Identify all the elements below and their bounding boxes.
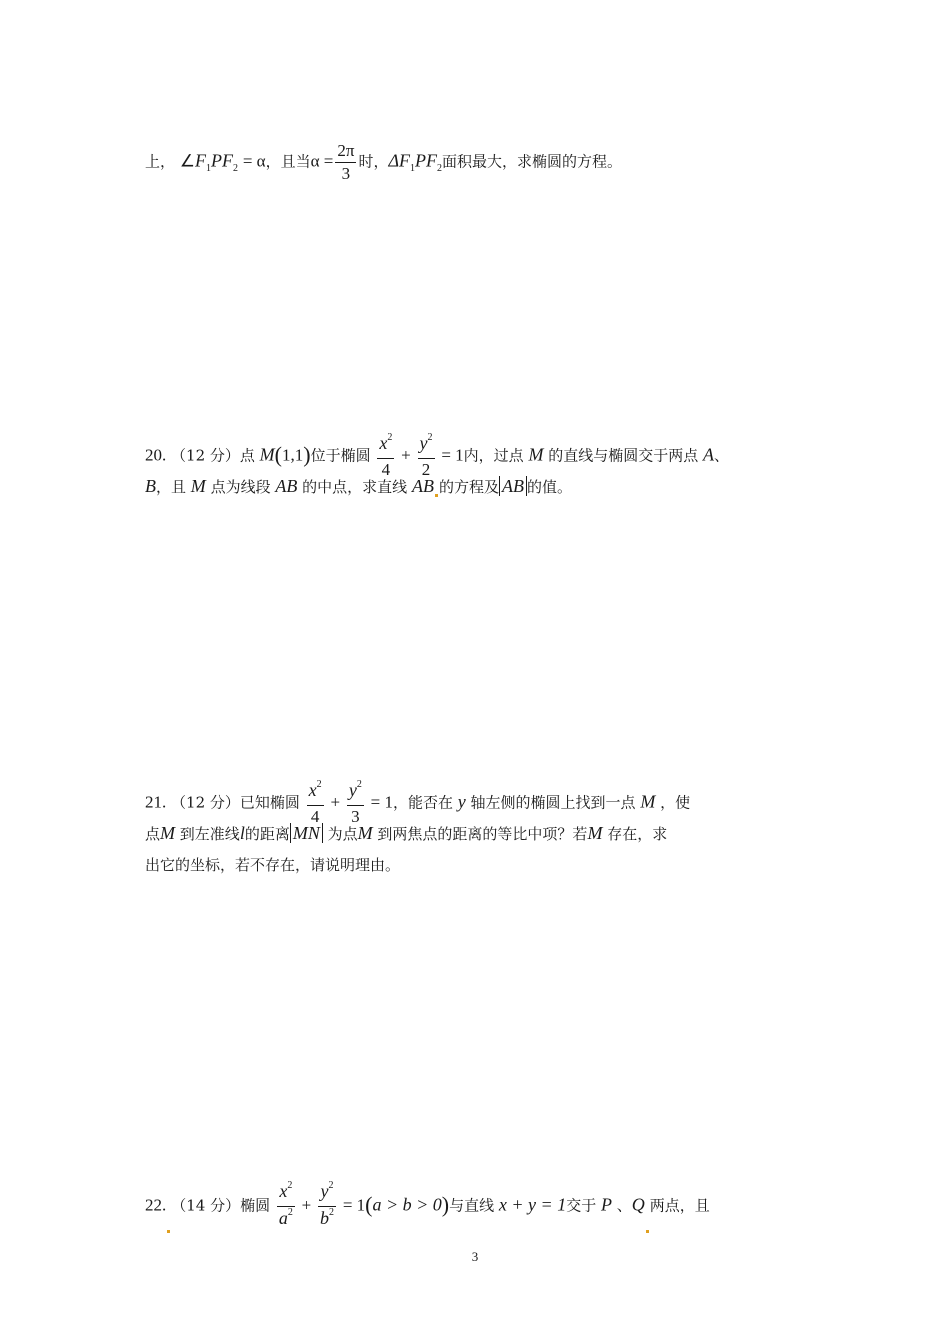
fraction-denominator: b xyxy=(320,1208,330,1228)
superscript: 2 xyxy=(427,432,433,443)
q21-text: 的距离 xyxy=(244,825,290,843)
math-M: M xyxy=(357,823,373,843)
q22-text: 交于 xyxy=(566,1196,597,1215)
q21-text: （12 分）已知椭圆 xyxy=(171,793,300,812)
fraction-denominator: 3 xyxy=(351,807,360,826)
q20-text: 的值。 xyxy=(526,478,572,496)
fraction-denominator: 3 xyxy=(341,164,351,183)
q21-text: 到两焦点的距离的等比中项？若 xyxy=(377,825,588,843)
q21-text: 点 xyxy=(145,825,161,843)
math-eq-alpha: = α xyxy=(242,151,266,171)
math-eq-1: = 1 xyxy=(441,445,464,465)
q20-text: 内，过点 xyxy=(463,446,524,465)
math-y: y xyxy=(457,791,466,812)
fraction-numerator: y xyxy=(348,780,357,800)
math-F: F xyxy=(195,150,207,171)
math-abs-MN: MN xyxy=(290,823,323,843)
edit-mark xyxy=(167,1230,170,1233)
subscript: 1 xyxy=(206,162,212,174)
q21-text: 存在，求 xyxy=(607,825,668,843)
math-plus: + xyxy=(301,1195,312,1215)
fraction-denominator: 2 xyxy=(421,460,431,479)
fraction-numerator: 2π xyxy=(335,140,356,163)
math-plus: + xyxy=(330,792,341,812)
q20-text: 的方程及 xyxy=(438,478,499,496)
fraction-denominator: 4 xyxy=(381,460,391,479)
q21-text: ，使 xyxy=(660,793,691,812)
q19-tail-line xyxy=(145,140,622,185)
q21-line-2 xyxy=(145,823,667,844)
q22-text: 与直线 xyxy=(449,1196,495,1215)
q20-text: 的直线与椭圆交于两点 xyxy=(548,446,699,465)
subscript: 2 xyxy=(233,162,239,174)
math-M: M xyxy=(528,444,544,465)
math-P: P xyxy=(601,1194,612,1215)
fraction-numerator: y xyxy=(320,1181,329,1201)
paren-open: ( xyxy=(365,1191,373,1217)
fraction-x2-a2 xyxy=(277,1180,295,1233)
edit-mark xyxy=(435,494,438,497)
subscript: 2 xyxy=(437,162,443,174)
math-plus: + xyxy=(401,445,411,465)
q20-line-1 xyxy=(145,432,729,481)
q22-text: 两点，且 xyxy=(649,1196,710,1215)
q20-line-2 xyxy=(145,476,572,497)
math-line-equation: x + y = 1 xyxy=(498,1194,567,1215)
superscript: 2 xyxy=(328,1180,334,1191)
q20-text: 点为线段 xyxy=(210,478,271,496)
math-M: M xyxy=(190,476,206,496)
q21-text: 为点 xyxy=(327,825,358,843)
q22-line-1 xyxy=(145,1180,710,1233)
question-number: 22. xyxy=(145,1195,167,1215)
superscript: 2 xyxy=(316,779,322,790)
math-AB: AB xyxy=(411,476,434,496)
fraction-y2-2 xyxy=(418,432,435,481)
math-eq-1: = 1 xyxy=(342,1195,366,1215)
superscript: 2 xyxy=(356,779,362,790)
fraction-numerator: y xyxy=(419,433,428,453)
math-abs-AB: AB xyxy=(499,476,527,496)
math-Q: Q xyxy=(631,1194,645,1215)
math-condition: a > b > 0 xyxy=(372,1194,442,1215)
q21-text: 轴左侧的椭圆上找到一点 xyxy=(470,793,636,812)
q19-text: ，且当 xyxy=(265,152,311,171)
q21-text: 出它的坐标，若不存在，请说明理由。 xyxy=(145,856,401,874)
q19-text: 时， xyxy=(358,152,389,171)
superscript: 2 xyxy=(329,1207,335,1218)
fraction-y2-3 xyxy=(347,779,364,828)
superscript: 2 xyxy=(287,1207,293,1218)
q20-text: 的中点，求直线 xyxy=(302,478,408,496)
q21-text: 到左准线 xyxy=(179,825,240,843)
edit-mark xyxy=(646,1230,649,1233)
question-number: 21. xyxy=(145,792,167,812)
math-B: B xyxy=(145,476,156,496)
subscript: 1 xyxy=(410,162,416,174)
math-M: M xyxy=(587,823,603,843)
q19-text: 上， xyxy=(145,152,176,171)
fraction-y2-b2 xyxy=(318,1180,336,1233)
question-number: 20. xyxy=(145,445,167,465)
q21-text: ，能否在 xyxy=(392,793,453,812)
fraction-2pi-3 xyxy=(335,140,356,185)
paren-close: ) xyxy=(441,1191,450,1217)
fraction-denominator: a xyxy=(278,1208,288,1228)
superscript: 2 xyxy=(287,1180,293,1191)
paren-open: ( xyxy=(274,441,282,467)
math-point: 1,1 xyxy=(282,445,304,465)
q21-line-1 xyxy=(145,779,690,828)
math-M: M xyxy=(259,444,275,465)
superscript: 2 xyxy=(387,432,393,443)
fraction-numerator: x xyxy=(379,433,388,453)
angle-symbol: ∠ xyxy=(179,151,196,171)
math-alpha: α = xyxy=(310,151,334,171)
q20-text: （12 分）点 xyxy=(171,446,255,465)
fraction-numerator: x xyxy=(308,780,317,800)
q19-text: 面积最大，求椭圆的方程。 xyxy=(442,152,623,171)
math-l: l xyxy=(239,823,245,843)
math-PF: PF xyxy=(415,150,438,171)
paren-close: ) xyxy=(303,441,311,467)
q22-text: （14 分）椭圆 xyxy=(171,1196,271,1215)
q20-text: 位于椭圆 xyxy=(310,446,371,465)
fraction-denominator: 4 xyxy=(310,807,320,826)
math-M: M xyxy=(640,791,656,812)
math-AB: AB xyxy=(275,476,298,496)
fraction-numerator: x xyxy=(279,1181,288,1201)
q21-line-3 xyxy=(145,855,400,875)
math-delta-F: ΔF xyxy=(388,150,411,171)
page-number: 3 xyxy=(471,1249,479,1264)
q22-text: 、 xyxy=(616,1196,632,1215)
math-M: M xyxy=(160,823,176,843)
fraction-x2-4 xyxy=(307,779,324,828)
math-A: A xyxy=(703,444,715,465)
q20-text: ，且 xyxy=(156,478,187,496)
fraction-x2-4 xyxy=(377,432,394,481)
q20-text: 、 xyxy=(714,446,730,465)
math-PF: PF xyxy=(211,150,234,171)
math-eq-1: = 1 xyxy=(370,792,393,812)
